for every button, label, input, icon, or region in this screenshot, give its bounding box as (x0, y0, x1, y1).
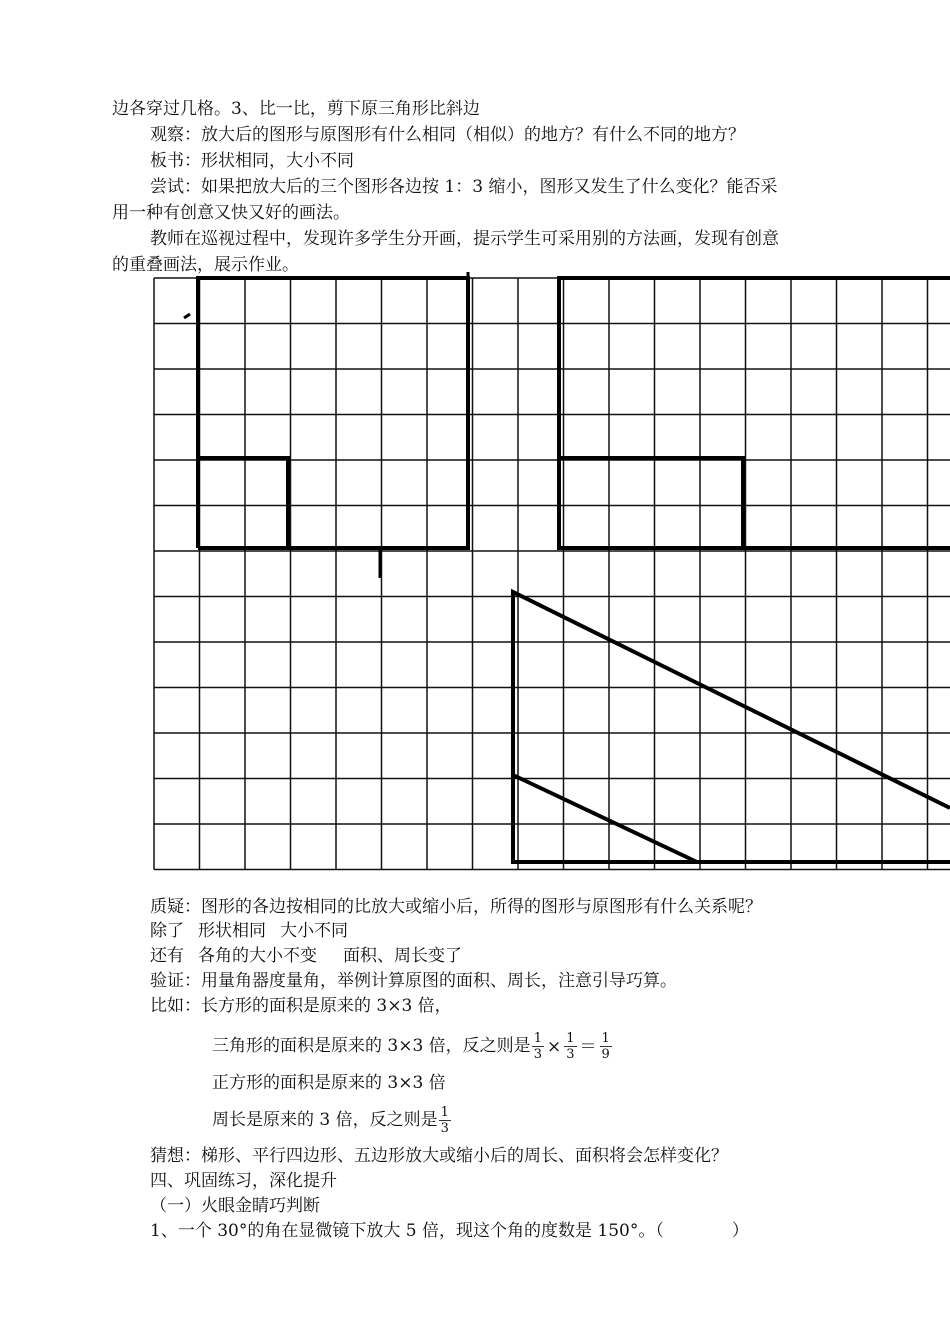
text-line: 1、一个 30°的角在显微镜下放大 5 倍，现这个角的度数是 150°。（ ） (150, 1221, 749, 1241)
text-segment: 三角形的面积是原来的 3×3 倍，反之则是 (212, 1036, 531, 1056)
fraction-denominator: 3 (440, 1121, 449, 1136)
original-rectangle-outline (559, 458, 743, 548)
text-line: 的重叠画法，展示作业。 (112, 255, 299, 275)
formula-line (212, 1102, 452, 1142)
text-segment: 面积、周长变了 (343, 946, 462, 966)
fraction-denominator: 3 (533, 1047, 542, 1062)
fraction-denominator: 3 (566, 1047, 575, 1062)
fraction-numerator: 1 (440, 1105, 449, 1120)
text-segment: 还有 (150, 946, 184, 966)
text-line (150, 945, 462, 967)
fraction-numerator: 1 (533, 1031, 542, 1046)
fraction-one-third (439, 1105, 451, 1136)
text-line: 尝试：如果把放大后的三个图形各边按 1：3 缩小，图形又发生了什么变化？能否采 (150, 177, 778, 197)
fraction-numerator: 1 (566, 1031, 575, 1046)
fraction-denominator: 9 (601, 1047, 610, 1062)
text-line: 观察：放大后的图形与原图形有什么相同（相似）的地方？有什么不同的地方？ (150, 125, 745, 145)
text-segment: 周长是原来的 3 倍，反之则是 (212, 1110, 438, 1130)
fraction-one-third (564, 1031, 576, 1062)
text-segment: 形状相同 (198, 921, 266, 941)
text-line: 边各穿过几格。3、比一比，剪下原三角形比斜边 (112, 99, 480, 119)
pen-marks (184, 272, 468, 578)
text-line: 教师在巡视过程中，发现许多学生分开画，提示学生可采用别的方法画，发现有创意 (150, 229, 779, 249)
text-segment: 各角的大小不变 (198, 946, 317, 966)
text-line: 猜想：梯形、平行四边形、五边形放大或缩小后的周长、面积将会怎样变化？ (150, 1146, 728, 1166)
original-triangle-hypotenuse (513, 775, 697, 862)
text-line: 正方形的面积是原来的 3×3 倍 (212, 1073, 446, 1093)
text-segment: 除了 (150, 921, 184, 941)
times-sign: × (546, 1036, 562, 1057)
fraction-one-third (532, 1031, 544, 1062)
enlarged-rectangle-outline (559, 278, 950, 548)
fraction-one-ninth (600, 1031, 612, 1062)
text-line: （一）火眼金睛巧判断 (150, 1196, 320, 1216)
text-line: 四、巩固练习，深化提升 (150, 1171, 337, 1191)
text-line: 质疑：图形的各边按相同的比放大或缩小后，所得的图形与原图形有什么关系呢？ (150, 897, 762, 917)
text-segment: 大小不同 (280, 921, 348, 941)
text-line: 验证：用量角器度量角，举例计算原图的面积、周长，注意引导巧算。 (150, 971, 677, 991)
original-square-outline (198, 458, 288, 548)
fraction-numerator: 1 (601, 1031, 610, 1046)
enlarged-triangle-outline (513, 592, 950, 862)
equals-sign: ＝ (579, 1036, 597, 1057)
text-line: 板书：形状相同，大小不同 (150, 151, 354, 171)
formula-line (212, 1028, 613, 1068)
text-line: 用一种有创意又快又好的画法。 (112, 203, 350, 223)
grid-lines (154, 278, 950, 870)
text-line (150, 920, 348, 942)
text-line: 比如：长方形的面积是原来的 3×3 倍， (150, 996, 452, 1016)
